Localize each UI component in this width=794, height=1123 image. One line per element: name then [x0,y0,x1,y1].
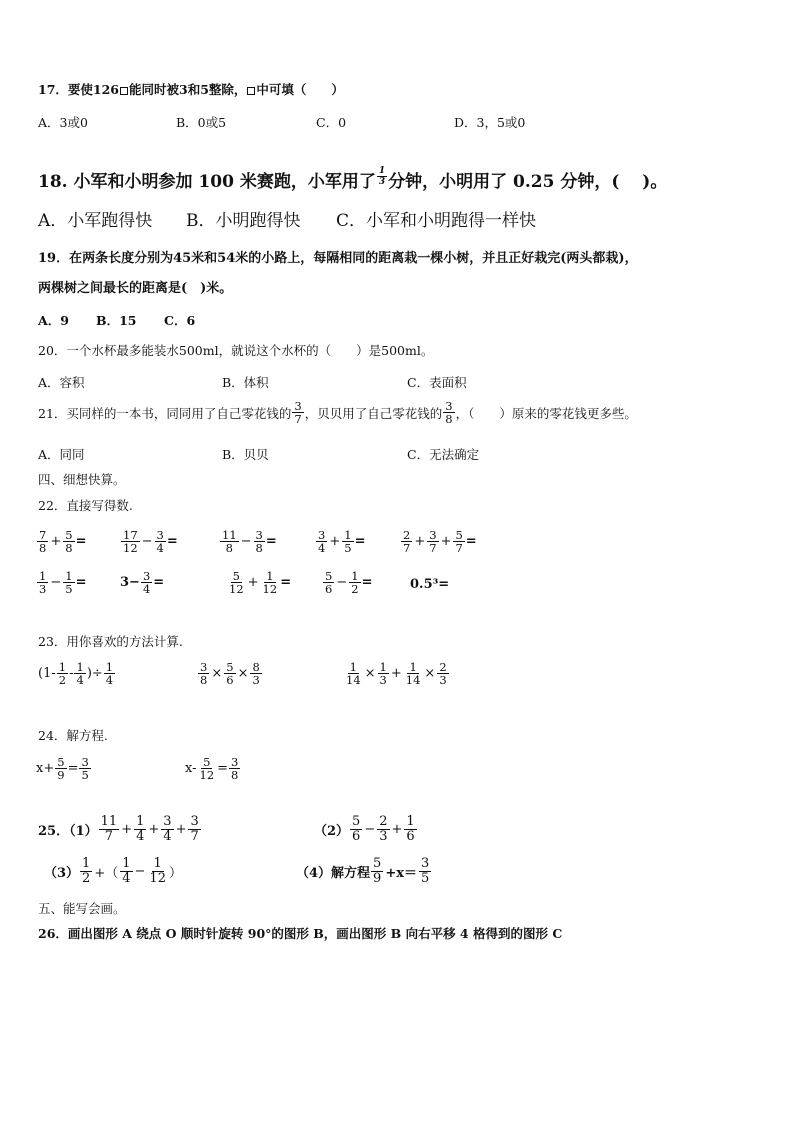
fraction: $\frac{5}{6}$ [325,569,333,596]
q24-equation-2: x- $\frac{5}{12}$ = $\frac{3}{8}$ [185,755,239,782]
fraction: $\frac{11}{7}$ [100,814,118,844]
fraction: $\frac{1}{5}$ [65,569,73,596]
q21-fraction-2: $\frac{3}{8}$ [445,399,453,426]
q21-option-c: C．无法确定 [407,447,480,462]
fraction: $\frac{2}{3}$ [439,660,447,687]
q22-item-6: $\frac{1}{3}$ − $\frac{1}{5}$ = [39,569,87,596]
q24-equation-1: x+ $\frac{5}{9}$ = $\frac{3}{5}$ [36,755,89,782]
q17-text-pre: 17．要使126 [38,82,119,97]
q17-option-b: B．0或5 [176,115,227,130]
fraction: $\frac{1}{4}$ [136,814,145,844]
fraction: $\frac{3}{4}$ [163,814,172,844]
fraction: $\frac{3}{5}$ [81,755,89,782]
fraction: $\frac{3}{4}$ [156,528,164,555]
fraction: $\frac{1}{2}$ [82,856,91,886]
question-18 [38,166,667,193]
fraction: $\frac{1}{3}$ [379,660,387,687]
q19-option-a: A．9 [38,313,69,328]
fraction: $\frac{5}{9}$ [373,856,382,886]
q20-option-a: A．容积 [38,375,85,390]
fraction: $\frac{5}{6}$ [226,660,234,687]
q20-option-c: C．表面积 [407,375,467,390]
q22-item-4: $\frac{3}{4}$ + $\frac{1}{5}$ = [318,528,366,555]
fraction: $\frac{1}{12}$ [149,856,166,886]
fraction: $\frac{5}{12}$ [199,755,215,782]
q20-option-b: B．体积 [222,375,269,390]
q18-text-pre: 18. 小军和小明参加 100 米赛跑，小军用了 [38,172,376,192]
fraction: $\frac{1}{5}$ [344,528,352,555]
q18-text-post: 分钟，小明用了 0.25 分钟，( )。 [388,172,668,192]
q17-option-a: A．3或0 [38,115,88,130]
fraction: $\frac{8}{3}$ [252,660,260,687]
blank-box [120,87,128,95]
q21-option-b: B．贝贝 [222,447,269,462]
fraction: $\frac{5}{9}$ [57,755,65,782]
q22-item-1: $\frac{7}{8}$ + $\frac{5}{8}$ = [39,528,87,555]
q23-expr-1: (1- $\frac{1}{2}$ - $\frac{1}{4}$ )÷ $\frac{1}{4}$ [38,660,114,687]
fraction: $\frac{3}{4}$ [142,569,151,596]
q18-option-b: B．小明跑得快 [186,211,301,231]
fraction: $\frac{3}{8}$ [255,528,263,555]
q22-item-3: $\frac{11}{8}$ − $\frac{3}{8}$ = [222,528,277,555]
fraction: $\frac{1}{6}$ [406,814,415,844]
fraction: $\frac{3}{7}$ [190,814,199,844]
q22-item-10: 0.5³= [410,577,450,592]
fraction: $\frac{1}{4}$ [76,660,84,687]
q17-text-post: 中可填（ ） [256,82,344,97]
q25-part-1: 25．（1） $\frac{11}{7}$ + $\frac{1}{4}$ + $\frac{3}{4}$ + $\frac{3}{7}$ [38,814,199,844]
fraction: $\frac{1}{3}$ [39,569,47,596]
q22-item-8: $\frac{5}{12}$ + $\frac{1}{12}$ = [229,569,292,596]
fraction: $\frac{5}{12}$ [229,569,244,596]
fraction: $\frac{2}{3}$ [379,814,388,844]
blank-box [247,87,255,95]
q24-title: 24．解方程. [38,728,108,743]
q22-title: 22．直接写得数. [38,498,133,513]
q22-item-2: $\frac{17}{12}$ − $\frac{3}{4}$ = [123,528,178,555]
q25-part-3: （3） $\frac{1}{2}$ +（ $\frac{1}{4}$ − $\frac{1}{12}$ ） [44,856,182,886]
section-4-heading: 四、细想快算。 [38,472,126,487]
question-21: 21．买同样的一本书，同同用了自己零花钱的 $\frac{3}{7}$ ，贝贝用了自己零花钱的 $\frac{3}{8}$ ，（ ）原来的零花钱更多些。 [38,399,637,426]
fraction: $\frac{2}{7}$ [403,528,411,555]
q19-line2: 两棵树之间最长的距离是( )米。 [38,281,233,296]
q17-text-mid: 能同时被3和5整除， [129,82,247,97]
fraction: $\frac{1}{14}$ [405,660,421,687]
fraction: $\frac{3}{8}$ [200,660,208,687]
question-17 [38,82,344,98]
q22-item-9: $\frac{5}{6}$ − $\frac{1}{2}$ = [325,569,373,596]
fraction: $\frac{3}{4}$ [318,528,326,555]
q22-item-5: $\frac{2}{7}$ + $\frac{3}{7}$ + $\frac{5}{7}$ = [403,528,477,555]
q21-option-a: A．同同 [38,447,85,462]
q18-option-a: A．小军跑得快 [38,211,153,231]
fraction: $\frac{5}{6}$ [352,814,361,844]
q18-option-c: C．小军和小明跑得一样快 [336,211,537,231]
fraction: $\frac{11}{8}$ [222,528,237,555]
q19-line1: 19．在两条长度分别为45米和54米的小路上，每隔相同的距离栽一棵小树，并且正好栽完(两头都栽)， [38,251,638,266]
q23-title: 23．用你喜欢的方法计算. [38,634,183,649]
fraction: $\frac{1}{14}$ [346,660,361,687]
q23-expr-2: $\frac{3}{8}$ × $\frac{5}{6}$ × $\frac{8}{3}$ [200,660,260,687]
q26-text: 26．画出图形 A 绕点 O 顺时针旋转 90°的图形 B，画出图形 B 向右平移 4 格得到的图形 C [38,926,563,941]
section-5-heading: 五、能写会画。 [38,901,126,916]
q21-fraction-1: $\frac{3}{7}$ [294,399,302,426]
q18-fraction: $\frac{1}{3}$ [378,166,386,187]
q20-text: 20．一个水杯最多能装水500ml，就说这个水杯的（ ）是500ml。 [38,343,434,358]
q19-option-b: B．15 [96,313,137,328]
fraction: $\frac{17}{12}$ [123,528,138,555]
fraction: $\frac{5}{8}$ [65,528,73,555]
fraction: $\frac{1}{4}$ [105,660,114,687]
q22-item-7: 3− $\frac{3}{4}$ = [120,569,165,596]
fraction: $\frac{1}{2}$ [351,569,359,596]
fraction: $\frac{3}{8}$ [231,755,239,782]
fraction: $\frac{1}{12}$ [262,569,278,596]
q19-option-c: C．6 [164,313,196,328]
q17-option-c: C．0 [316,115,347,130]
q25-part-4: （4）解方程 $\frac{5}{9}$ +x＝ $\frac{3}{5}$ [296,856,430,886]
fraction: $\frac{1}{2}$ [58,660,67,687]
fraction: $\frac{5}{7}$ [455,528,463,555]
fraction: $\frac{3}{7}$ [429,528,437,555]
fraction: $\frac{1}{4}$ [122,856,131,886]
fraction: $\frac{7}{8}$ [39,528,47,555]
q25-part-2: （2） $\frac{5}{6}$ − $\frac{2}{3}$ + $\frac{1}{6}$ [314,814,415,844]
q17-option-d: D．3，5或0 [454,115,526,130]
q23-expr-3: $\frac{1}{14}$ × $\frac{1}{3}$ + $\frac{1}{14}$ × $\frac{2}{3}$ [346,660,447,687]
fraction: $\frac{3}{5}$ [420,856,430,886]
